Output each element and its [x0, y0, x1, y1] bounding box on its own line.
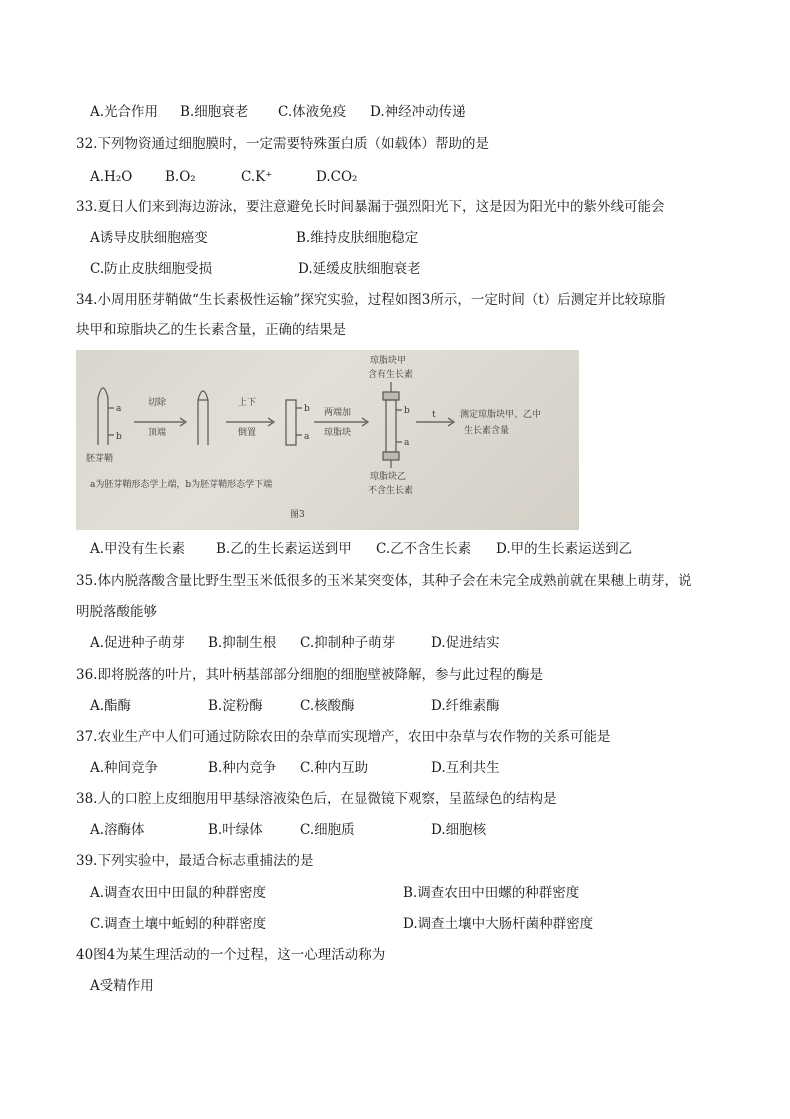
- label-b-2: b: [304, 404, 310, 414]
- label-a-2: a: [304, 432, 310, 442]
- embryo-sheath-intact: [98, 388, 108, 445]
- top-block-line1: 琼脂块甲: [370, 356, 407, 366]
- q36-option-b: B.淀粉酶: [208, 698, 263, 714]
- agar-block-top: [383, 392, 399, 400]
- q36-option-a: A.酯酶: [90, 698, 132, 714]
- q32-option-c: C.K⁺: [241, 169, 273, 185]
- q40-option-a: A受精作用: [90, 978, 154, 994]
- segment-with-agar: [386, 400, 396, 452]
- q32-option-d: D.CO₂: [316, 169, 358, 185]
- q34-stem-line1: 34.小周用胚芽鞘做“生长素极性运输”探究实验，过程如图3所示，一定时间（t）后测定并比较琼脂: [76, 292, 666, 308]
- q39-option-b: B.调查农田中田螺的种群密度: [403, 885, 580, 901]
- q37-option-b: B.种内竞争: [208, 760, 277, 776]
- step2-line2: 倒置: [238, 428, 257, 438]
- agar-block-bottom: [383, 452, 399, 460]
- q34-option-c: C.乙不含生长素: [376, 541, 472, 557]
- q32-option-a: A.H₂O: [90, 169, 133, 185]
- q31-option-a: A.光合作用: [90, 104, 159, 120]
- step3-line2: 琼脂块: [324, 428, 352, 438]
- q38-option-c: C.细胞质: [300, 822, 355, 838]
- embryo-label: 胚芽鞘: [86, 454, 114, 464]
- figure-3-drawing: [76, 350, 579, 530]
- step4-label: t: [432, 410, 436, 420]
- bottom-block-line1: 琼脂块乙: [370, 472, 407, 482]
- bottom-block-line2: 不含生长素: [368, 486, 414, 496]
- q39-option-d: D.调查土壤中大肠杆菌种群密度: [403, 916, 594, 932]
- step1-line2: 顶端: [148, 428, 167, 438]
- q32-stem: 32.下列物资通过细胞膜时，一定需要特殊蛋白质（如载体）帮助的是: [76, 136, 489, 152]
- q39-option-c: C.调查土壤中蚯蚓的种群密度: [90, 916, 267, 932]
- q33-option-a: A诱导皮肤细胞癌变: [90, 230, 208, 246]
- q35-stem-line2: 明脱落酸能够: [76, 604, 157, 620]
- q39-stem: 39.下列实验中，最适合标志重捕法的是: [76, 853, 314, 869]
- inverted-segment: [286, 400, 296, 445]
- q36-option-c: C.核酸酶: [300, 698, 355, 714]
- q35-stem-line1: 35.体内脱落酸含量比野生型玉米低很多的玉米某突变体，其种子会在未完全成熟前就在果穗上萌芽，说: [76, 573, 692, 589]
- q35-option-c: C.抑制种子萌芽: [300, 635, 396, 651]
- q35-option-d: D.促进结实: [431, 635, 500, 651]
- q38-option-b: B.叶绿体: [208, 822, 263, 838]
- q38-option-a: A.溶酶体: [90, 822, 145, 838]
- figure-3: [76, 350, 579, 530]
- q34-stem-line2: 块甲和琼脂块乙的生长素含量，正确的结果是: [76, 322, 346, 338]
- q37-stem: 37.农业生产中人们可通过防除农田的杂草而实现增产，农田中杂草与农作物的关系可能是: [76, 729, 611, 745]
- q37-option-d: D.互利共生: [431, 760, 500, 776]
- label-b-1: b: [116, 432, 122, 442]
- q35-option-b: B.抑制生根: [208, 635, 277, 651]
- q39-option-a: A.调查农田中田鼠的种群密度: [90, 885, 267, 901]
- q37-option-a: A.种间竞争: [90, 760, 159, 776]
- q33-option-c: C.防止皮肤细胞受损: [90, 261, 213, 277]
- step3-line1: 两端加: [324, 408, 352, 418]
- q34-option-d: D.甲的生长素运送到乙: [496, 541, 633, 557]
- figure-caption: 图3: [290, 510, 305, 520]
- q33-stem: 33.夏日人们来到海边游泳，要注意避免长时间暴漏于强烈阳光下，这是因为阳光中的紫外线可能会: [76, 199, 665, 215]
- q38-option-d: D.细胞核: [431, 822, 487, 838]
- q31-option-c: C.体液免疫: [278, 104, 347, 120]
- q36-option-d: D.纤维素酶: [431, 698, 500, 714]
- q38-stem: 38.人的口腔上皮细胞用甲基绿溶液染色后，在显微镜下观察，呈蓝绿色的结构是: [76, 791, 557, 807]
- q35-option-a: A.促进种子萌芽: [90, 635, 186, 651]
- step1-line1: 切除: [148, 398, 167, 408]
- q34-option-a: A.甲没有生长素: [90, 541, 186, 557]
- q36-stem: 36.即将脱落的叶片，其叶柄基部部分细胞的细胞壁被降解，参与此过程的酶是: [76, 667, 543, 683]
- q34-option-b: B.乙的生长素运送到甲: [216, 541, 352, 557]
- q37-option-c: C.种内互助: [300, 760, 369, 776]
- q33-option-b: B.维持皮肤细胞稳定: [296, 230, 419, 246]
- embryo-sheath-cut: [198, 391, 208, 445]
- label-a-1: a: [116, 404, 122, 414]
- q31-option-b: B.细胞衰老: [180, 104, 249, 120]
- step2-line1: 上下: [238, 398, 257, 408]
- q32-option-b: B.O₂: [165, 169, 196, 185]
- figure-note: a为胚芽鞘形态学上端，b为胚芽鞘形态学下端: [90, 480, 273, 490]
- q40-stem: 40图4为某生理活动的一个过程，这一心理活动称为: [76, 947, 386, 963]
- q31-option-d: D.神经冲动传递: [370, 104, 466, 120]
- result-line2: 生长素含量: [464, 426, 510, 436]
- result-line1: 测定琼脂块甲、乙中: [460, 410, 542, 420]
- label-a-3: a: [404, 438, 410, 448]
- q33-option-d: D.延缓皮肤细胞衰老: [298, 261, 421, 277]
- top-block-line2: 含有生长素: [368, 370, 414, 380]
- label-b-3: b: [404, 406, 410, 416]
